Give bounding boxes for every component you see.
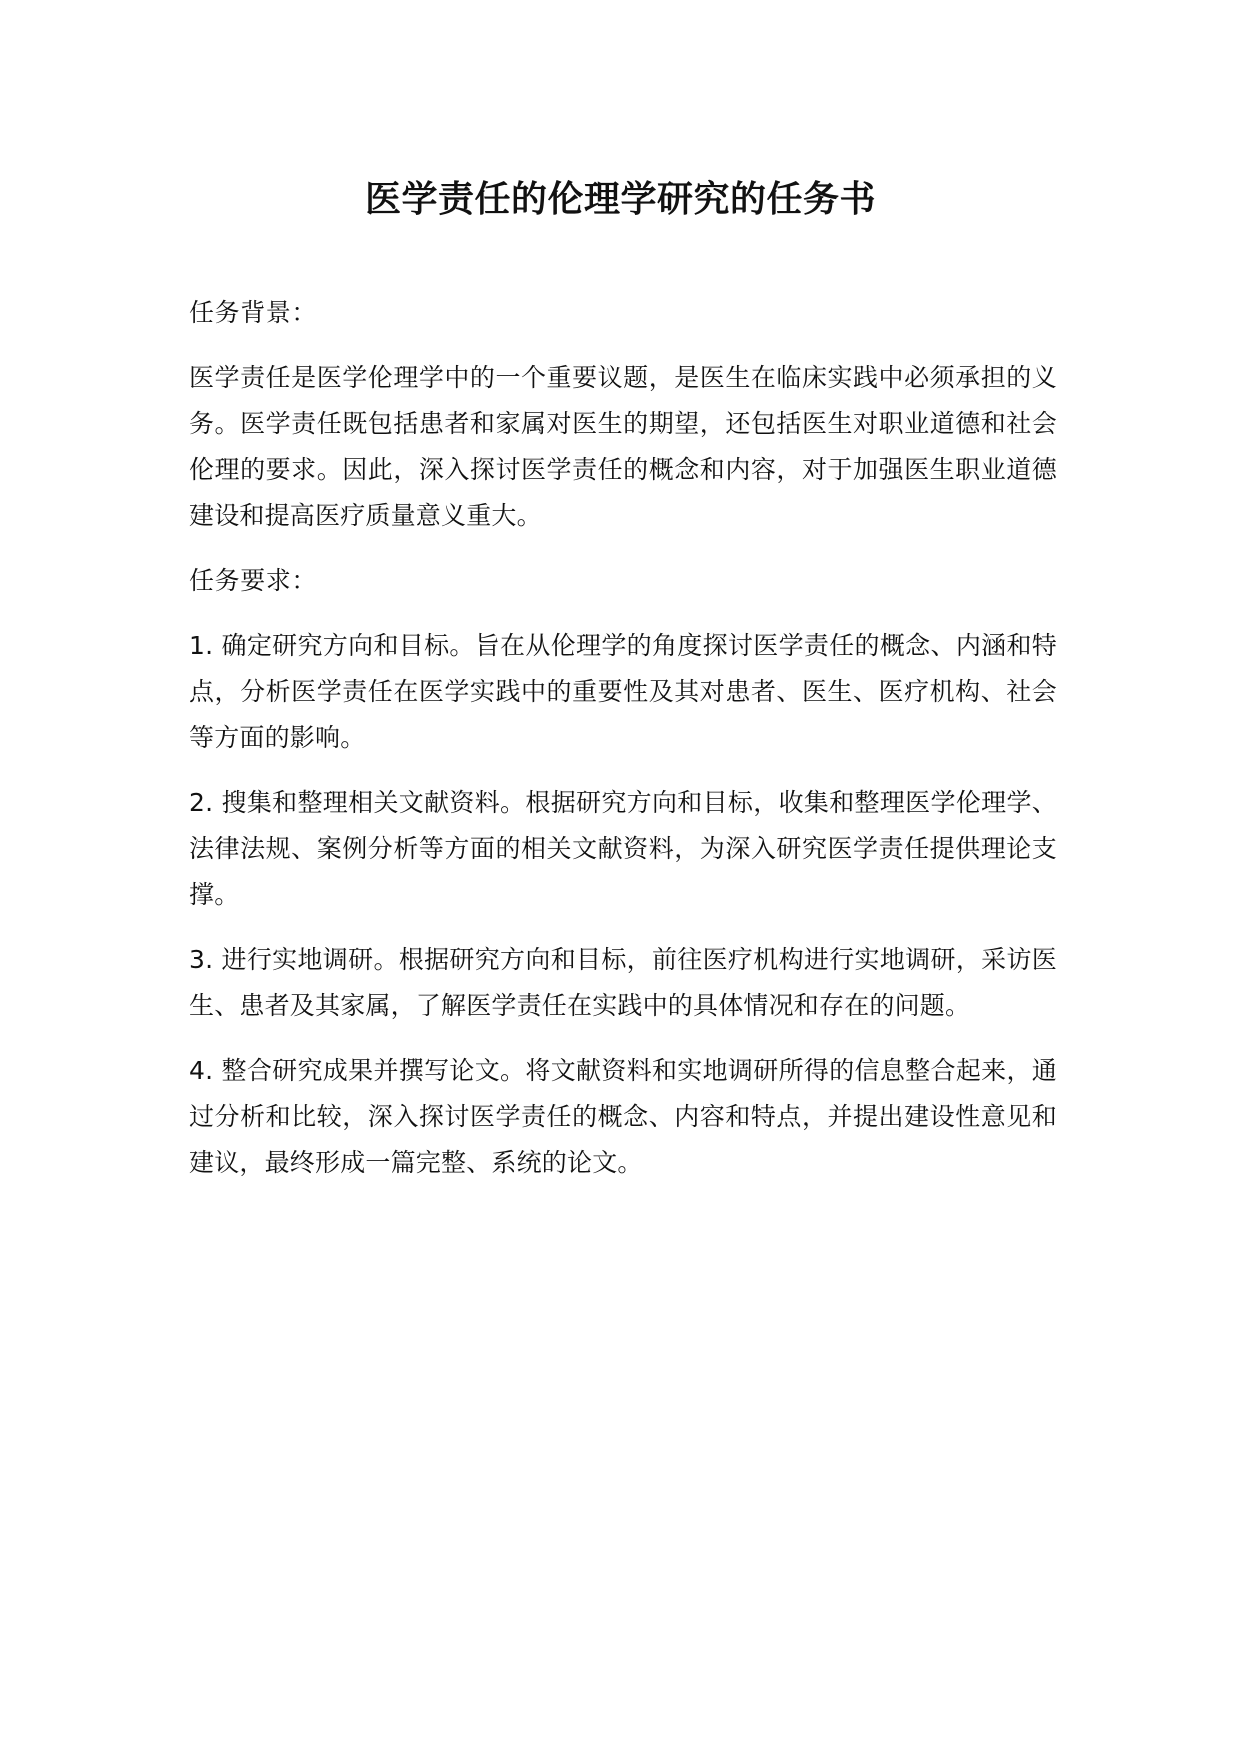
background-heading: 任务背景： (189, 298, 318, 327)
document-title: 医学责任的伦理学研究的任务书 (364, 179, 876, 220)
requirement-item-4: 4. 整合研究成果并撰写论文。将文献资料和实地调研所得的信息整合起来，通过分析和比较，深入探讨医学责任的概念、内容和特点，并提出建设性意见和建议，最终形成一篇完整、系统的论文。 (189, 1056, 1057, 1177)
requirement-item-3: 3. 进行实地调研。根据研究方向和目标，前往医疗机构进行实地调研，采访医生、患者及其家属，了解医学责任在实践中的具体情况和存在的问题。 (189, 945, 1057, 1020)
requirements-heading: 任务要求： (189, 566, 318, 595)
background-paragraph: 医学责任是医学伦理学中的一个重要议题，是医生在临床实践中必须承担的义务。医学责任既包括患者和家属对医生的期望，还包括医生对职业道德和社会伦理的要求。因此，深入探讨医学责任的概念和内容，对于加强医生职业道德建设和提高医疗质量意义重大。 (189, 363, 1057, 530)
requirement-item-1: 1. 确定研究方向和目标。旨在从伦理学的角度探讨医学责任的概念、内涵和特点，分析医学责任在医学实践中的重要性及其对患者、医生、医疗机构、社会等方面的影响。 (189, 631, 1057, 752)
document-body (189, 290, 1057, 1205)
requirement-item-2: 2. 搜集和整理相关文献资料。根据研究方向和目标，收集和整理医学伦理学、法律法规、案例分析等方面的相关文献资料，为深入研究医学责任提供理论支撑。 (189, 788, 1057, 909)
